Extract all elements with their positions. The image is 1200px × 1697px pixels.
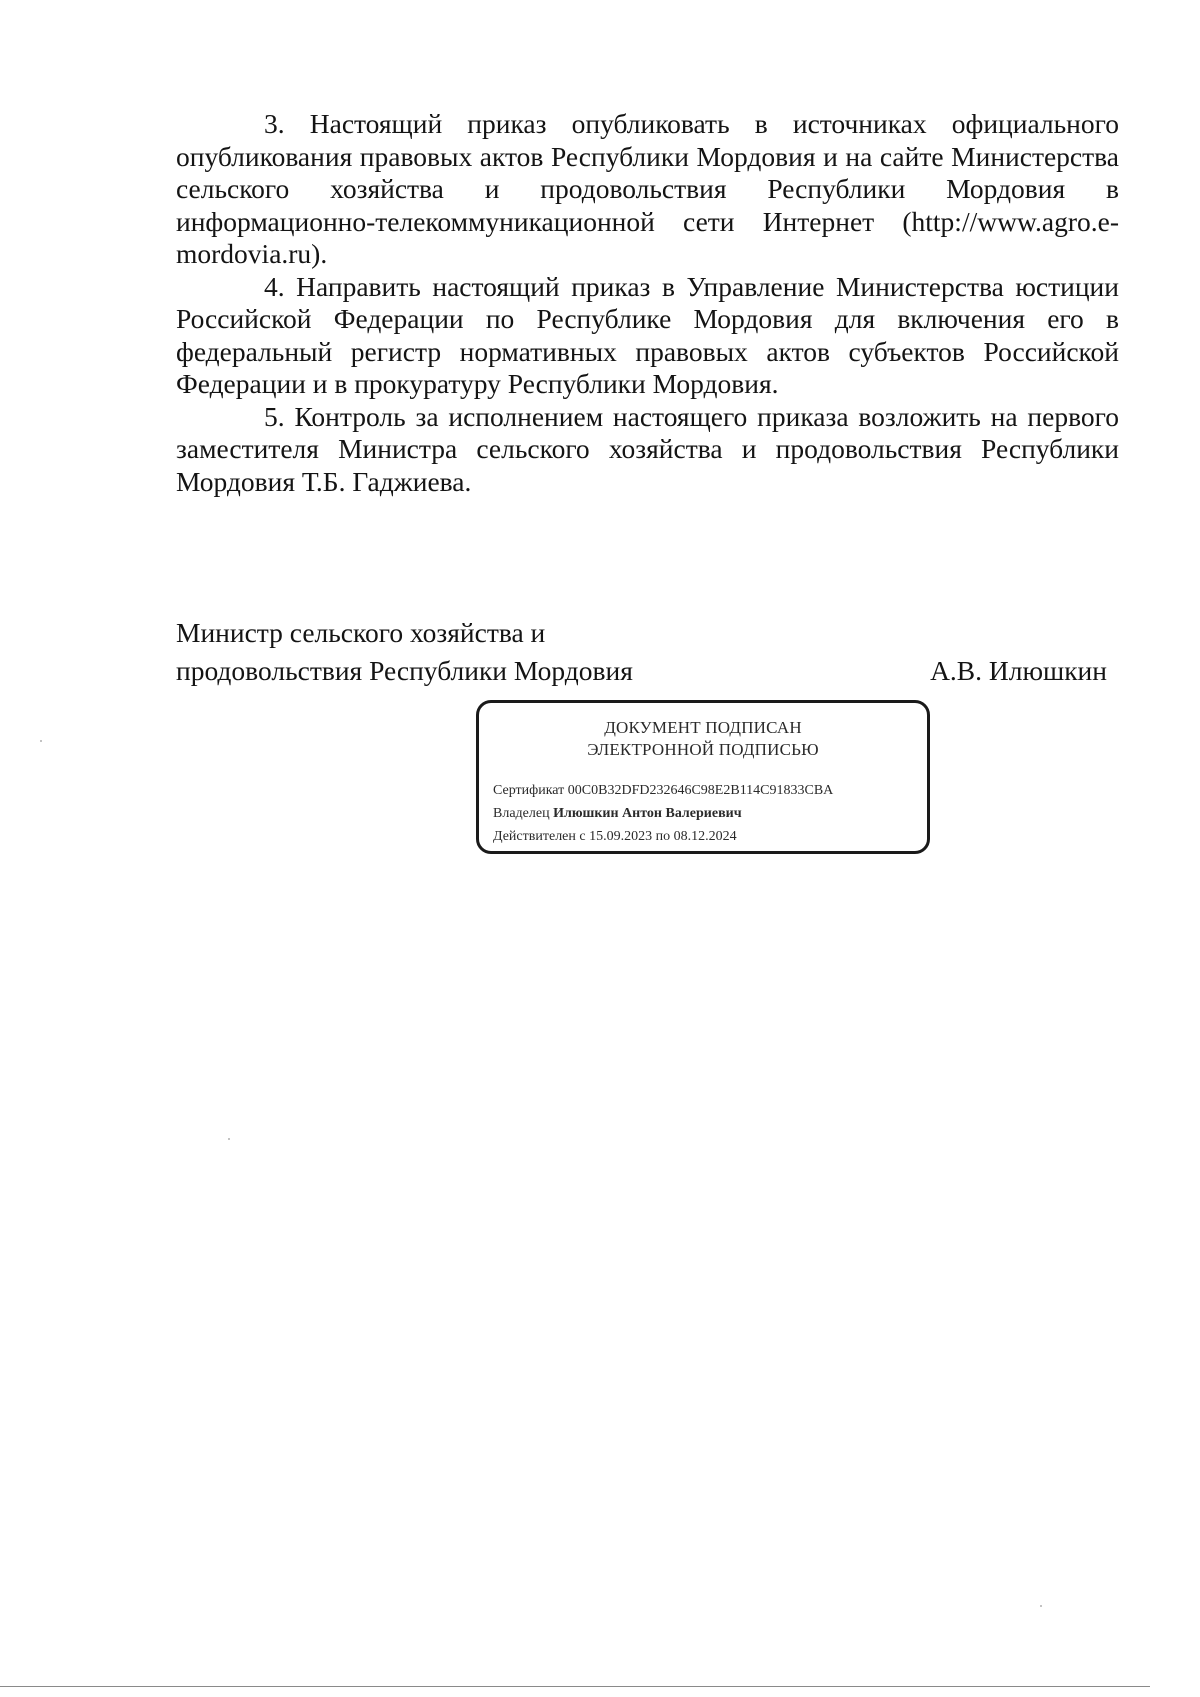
scan-speck [228,1138,230,1140]
signer-name: А.В. Илюшкин [930,655,1107,686]
signature-block [176,614,1119,690]
stamp-valid-to: 08.12.2024 [673,829,737,844]
paragraph-item-5: 5. Контроль за исполнением настоящего приказа возложить на первого заместителя Министра сельского хозяйства и продовольствия Республики Мордовия Т.Б. Гаджиева. [176,400,1119,497]
scan-speck [1040,1605,1042,1607]
paragraph-item-4: 4. Направить настоящий приказ в Управление Министерства юстиции Российской Федерации по Республике Мордовия для включения его в федеральный регистр нормативных правовых актов субъектов Российской Федерации и в прокуратуру Республики Мордовия. [176,270,1119,399]
stamp-heading-line-2: ЭЛЕКТРОННОЙ ПОДПИСЬЮ [587,740,819,759]
stamp-certificate-row [493,779,833,802]
stamp-valid-to-label: по [655,829,671,844]
signer-title-line-1: Министр сельского хозяйства и [176,617,546,648]
stamp-certificate-value: 00C0B32DFD232646C98E2B114C91833CBA [567,783,834,798]
stamp-owner-row [493,802,833,825]
scan-speck [40,740,42,742]
stamp-valid-label: Действителен с [493,829,586,844]
order-body-text [176,108,1119,498]
stamp-owner-value: Илюшкин Антон Валериевич [553,806,742,821]
signer-title-line-2: продовольствия Республики Мордовия [176,655,633,686]
stamp-owner-label: Владелец [493,806,550,821]
bottom-scan-edge-line [0,1686,1150,1687]
stamp-details [493,779,833,848]
stamp-certificate-label: Сертификат [493,783,565,798]
stamp-validity-row [493,825,833,848]
paragraph-item-3: 3. Настоящий приказ опубликовать в источниках официального опубликования правовых актов Республики Мордовия и на сайте Министерства сельского хозяйства и продовольствия Республики Мордовия в информационно-телекоммуникационной сети Интернет (http://www.agro.e-mordovia.ru). [176,108,1119,269]
stamp-valid-from: 15.09.2023 [589,829,653,844]
stamp-heading-line-1: ДОКУМЕНТ ПОДПИСАН [604,718,802,737]
electronic-signature-stamp [476,700,930,854]
stamp-heading [479,717,927,761]
